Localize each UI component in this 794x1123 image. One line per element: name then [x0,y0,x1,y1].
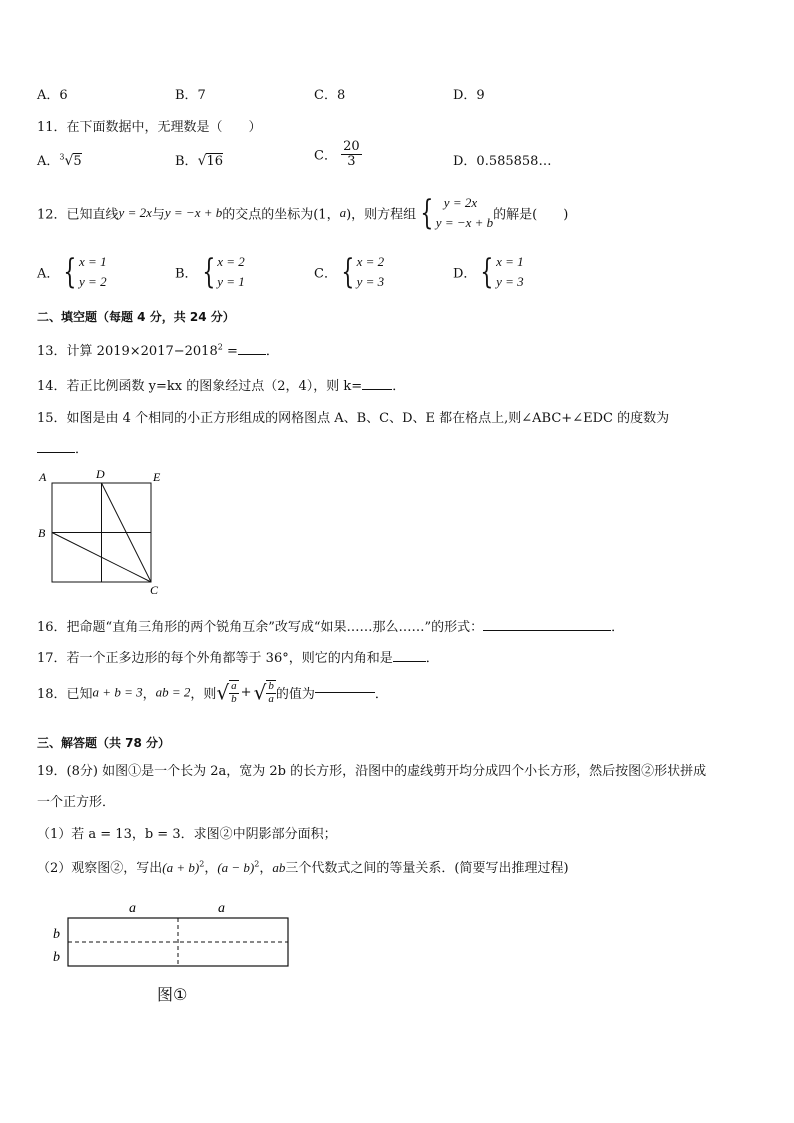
label-c: C [150,583,159,596]
q10-option-c: C．8 [314,88,346,103]
q11-stem: 11．在下面数据中，无理数是（ ） [37,120,262,135]
q12-option-c: C． { x = 2 y = 3 [314,252,385,293]
figure-19-rectangle [48,895,298,970]
figure-19-caption: 图① [157,985,188,1004]
q13: 13．计算 $2019\times 2017-2018^2$ = ． [37,342,279,359]
section2-title: 二、填空题（每题 4 分，共 24 分） [37,310,235,324]
label-d: D [96,467,105,481]
label-b-bottom: b [53,950,60,965]
q12-option-d: D． { x = 1 y = 3 [453,252,524,293]
figure-15-grid [30,466,170,596]
q19-line1: 19．(8分) 如图①是一个长为 2a，宽为 2b 的长方形，沿图中的虚线剪开均分成四个小长方形，然后按图②形状拼成 [37,764,707,779]
q11-option-b: B．√16 [175,153,224,169]
section3-title: 三、解答题（共 78 分） [37,736,171,750]
q16: 16．把命题“直角三角形的两个锐角互余”改写成“如果……那么……”的形式： ． [37,620,625,635]
q12-stem: 12．已知直线y = 2x与y = −x + b的交点的坐标为(1，a)，则方程组 { y = 2x y = −x + b 的解是( ) [37,193,569,234]
q11-option-a: A．$^3$√5 [37,152,82,169]
q19-line2: 一个正方形． [37,795,116,810]
label-b-top: b [53,927,60,942]
q19-part1: （1）若 a = 13，b = 3．求图②中阴影部分面积； [37,827,337,842]
label-a-left: a [129,901,136,916]
q17: 17．若一个正多边形的每个外角都等于 36°，则它的内角和是 ． [37,651,439,666]
q12-option-b: B． { x = 2 y = 1 [175,252,245,293]
label-e: E [153,470,161,484]
q10-option-d: D．9 [453,88,485,103]
q10-option-b: B．7 [175,88,206,103]
q15: 15．如图是由 4 个相同的小正方形组成的网格图点 A、B、C、D、E 都在格点上,则∠ABC+∠EDC 的度数为 [37,411,670,426]
q14: 14．若正比例函数 y=kx 的图象经过点（2，4），则 k= ． [37,379,406,394]
q11-option-c: C． $\frac{20}{3}$ [314,139,360,169]
q15-answer-line: ． [37,438,88,457]
q18: 18．已知a + b = 3，ab = 2，则√ $\frac{a}{b}$ + √ $\frac{b}{a}$ 的值为 ． [37,680,388,705]
label-b: B [38,526,46,540]
q19-part2: （2）观察图②，写出$(a + b)^2$，$(a - b)^2$，ab三个代数式之间的等量关系．(简要写出推理过程) [37,859,569,876]
label-a: A [39,470,47,484]
q10-option-a: A．6 [37,88,68,103]
q12-option-a: A． { x = 1 y = 2 [37,252,107,293]
q11-option-d: D．0.585858… [453,154,552,169]
label-a-right: a [218,901,225,916]
